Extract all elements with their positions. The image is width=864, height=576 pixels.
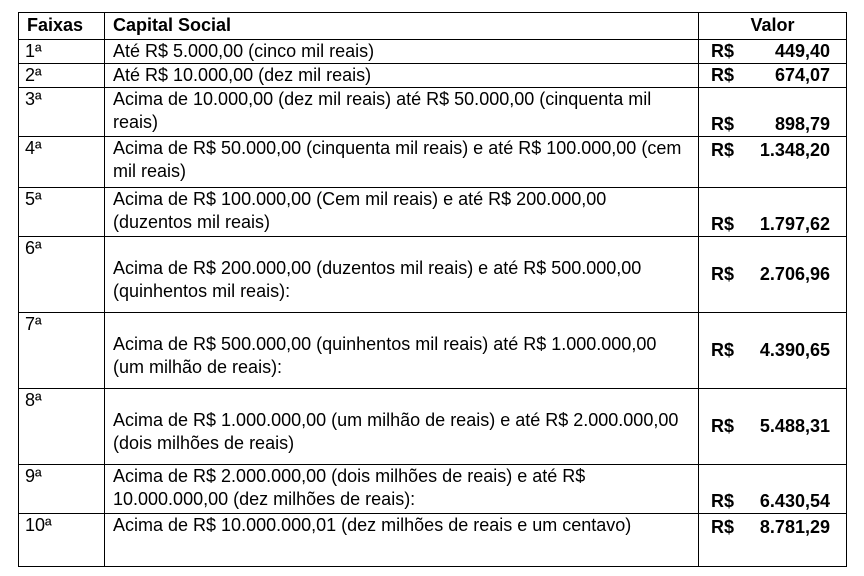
faixa-cell: 6ª [19, 237, 105, 313]
currency-label: R$ [711, 264, 735, 284]
currency-label: R$ [711, 214, 735, 234]
capital-cell: Acima de R$ 100.000,00 (Cem mil reais) e até R$ 200.000,00 (duzentos mil reais) [105, 188, 699, 237]
faixa-cell: 2ª [19, 64, 105, 88]
capital-cell: Acima de R$ 2.000.000,00 (dois milhões de reais) e até R$ 10.000.000,00 (dez milhões de reais): [105, 465, 699, 514]
table-row [19, 64, 847, 88]
faixa-cell: 4ª [19, 137, 105, 188]
capital-cell [105, 313, 699, 389]
amount-value: 1.348,20 [759, 140, 830, 160]
capital-text: Acima de R$ 1.000.000,00 (um milhão de reais) e até R$ 2.000.000,00 (dois milhões de reais) [113, 410, 679, 453]
capital-cell: Até R$ 5.000,00 (cinco mil reais) [105, 40, 699, 64]
capital-cell: Acima de R$ 50.000,00 (cinquenta mil reais) e até R$ 100.000,00 (cem mil reais) [105, 137, 699, 188]
amount-value: 674,07 [774, 65, 830, 85]
valor-cell [699, 237, 847, 313]
currency-label: R$ [711, 65, 735, 85]
valor-cell [699, 188, 847, 237]
amount-value: 4.390,65 [759, 340, 830, 360]
amount-value: 2.706,96 [759, 264, 830, 284]
faixa-cell: 7ª [19, 313, 105, 389]
currency-label: R$ [711, 140, 735, 160]
table-row [19, 514, 847, 567]
currency-label: R$ [711, 517, 735, 537]
table-row [19, 188, 847, 237]
currency-label: R$ [711, 114, 735, 134]
valor-cell [699, 137, 847, 188]
amount-value: 5.488,31 [759, 416, 830, 436]
capital-cell [105, 237, 699, 313]
amount-value: 898,79 [774, 114, 830, 134]
capital-social-fee-table [18, 12, 847, 567]
faixa-cell: 8ª [19, 389, 105, 465]
capital-text: Acima de R$ 200.000,00 (duzentos mil reais) e até R$ 500.000,00 (quinhentos mil reais): [113, 258, 642, 301]
table-row [19, 237, 847, 313]
currency-label: R$ [711, 41, 735, 61]
faixa-cell: 3ª [19, 88, 105, 137]
table-row [19, 40, 847, 64]
valor-cell [699, 514, 847, 567]
faixa-cell: 10ª [19, 514, 105, 567]
valor-cell [699, 88, 847, 137]
header-row [19, 13, 847, 40]
capital-cell [105, 389, 699, 465]
valor-cell [699, 389, 847, 465]
currency-label: R$ [711, 340, 735, 360]
capital-cell: Acima de R$ 10.000.000,01 (dez milhões de reais e um centavo) [105, 514, 699, 567]
currency-label: R$ [711, 491, 735, 511]
capital-cell: Acima de 10.000,00 (dez mil reais) até R$ 50.000,00 (cinquenta mil reais) [105, 88, 699, 137]
table-row [19, 465, 847, 514]
header-valor: Valor [699, 13, 847, 40]
table-row [19, 137, 847, 188]
capital-text: Acima de R$ 500.000,00 (quinhentos mil reais) até R$ 1.000.000,00 (um milhão de reais): [113, 334, 657, 377]
faixa-cell: 1ª [19, 40, 105, 64]
table-row [19, 389, 847, 465]
faixa-cell: 9ª [19, 465, 105, 514]
valor-cell [699, 40, 847, 64]
amount-value: 1.797,62 [759, 214, 830, 234]
amount-value: 449,40 [774, 41, 830, 61]
valor-cell [699, 465, 847, 514]
header-capital-social: Capital Social [105, 13, 699, 40]
valor-cell [699, 313, 847, 389]
faixa-cell: 5ª [19, 188, 105, 237]
amount-value: 8.781,29 [759, 517, 830, 537]
table-row [19, 88, 847, 137]
currency-label: R$ [711, 416, 735, 436]
table-row [19, 313, 847, 389]
amount-value: 6.430,54 [759, 491, 830, 511]
valor-cell [699, 64, 847, 88]
header-faixas: Faixas [19, 13, 105, 40]
capital-cell: Até R$ 10.000,00 (dez mil reais) [105, 64, 699, 88]
